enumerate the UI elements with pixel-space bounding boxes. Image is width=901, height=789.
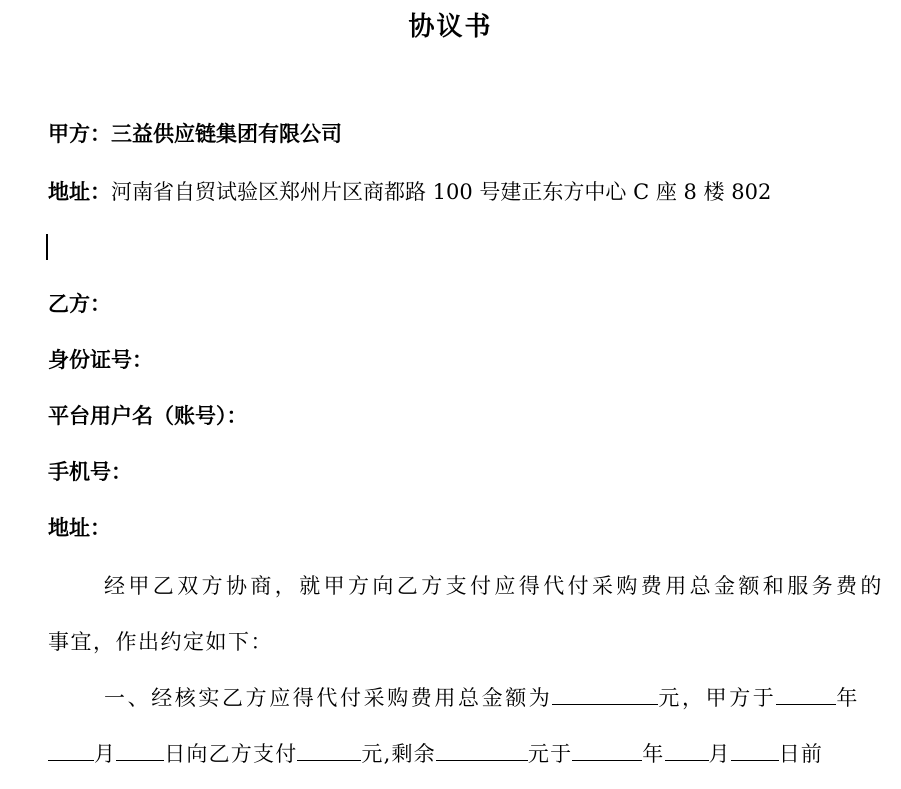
clause-1-text-c: 年 — [836, 686, 861, 710]
clause-1-text-d: 月 — [94, 742, 117, 766]
clause-1-line-2 — [48, 738, 878, 768]
party-b-phone-label: 手机号： — [48, 459, 132, 484]
remaining-month-blank[interactable] — [665, 738, 709, 761]
pay-day-blank[interactable] — [116, 738, 164, 761]
party-a-line — [48, 120, 342, 148]
party-a-label: 甲方： — [48, 121, 111, 146]
clause-1-text-h: 年 — [642, 742, 665, 766]
intro-line-2: 事宜，作出约定如下： — [48, 630, 273, 654]
party-a-address: 河南省自贸试验区郑州片区商都路 100 号建正东方中心 C 座 8 楼 802 — [111, 180, 772, 204]
remaining-year-blank[interactable] — [572, 738, 642, 761]
document-title: 协议书 — [408, 12, 493, 42]
party-a-name: 三益供应链集团有限公司 — [111, 121, 342, 146]
amount-total-blank[interactable] — [552, 682, 658, 705]
party-b-label: 乙方： — [48, 291, 111, 316]
intro-line-1: 经甲乙双方协商，就甲方向乙方支付应得代付采购费用总金额和服务费的 — [104, 574, 885, 598]
party-b-username-label: 平台用户名（账号）： — [48, 403, 248, 428]
clause-1-text-g: 元于 — [527, 742, 573, 766]
text-cursor — [46, 234, 48, 260]
clause-1-line-1 — [48, 682, 901, 712]
remaining-day-blank[interactable] — [731, 738, 779, 761]
pay-amount-blank[interactable] — [297, 738, 361, 761]
clause-1-text-b: 元，甲方于 — [658, 686, 777, 710]
clause-1-text-j: 日前 — [778, 742, 824, 766]
party-b-address-label: 地址： — [48, 515, 111, 540]
clause-1-text-f: 元,剩余 — [361, 742, 436, 766]
clause-1-text-i: 月 — [708, 742, 731, 766]
clause-1-text-e: 日向乙方支付 — [164, 742, 298, 766]
pay-year-blank[interactable] — [776, 682, 836, 705]
party-a-address-line — [48, 178, 771, 206]
pay-month-blank[interactable] — [48, 738, 94, 761]
remaining-amount-blank[interactable] — [436, 738, 528, 761]
party-a-address-label: 地址： — [48, 179, 111, 204]
clause-1-text-a: 一、经核实乙方应得代付采购费用总金额为 — [104, 686, 553, 710]
party-b-id-label: 身份证号： — [48, 347, 153, 372]
